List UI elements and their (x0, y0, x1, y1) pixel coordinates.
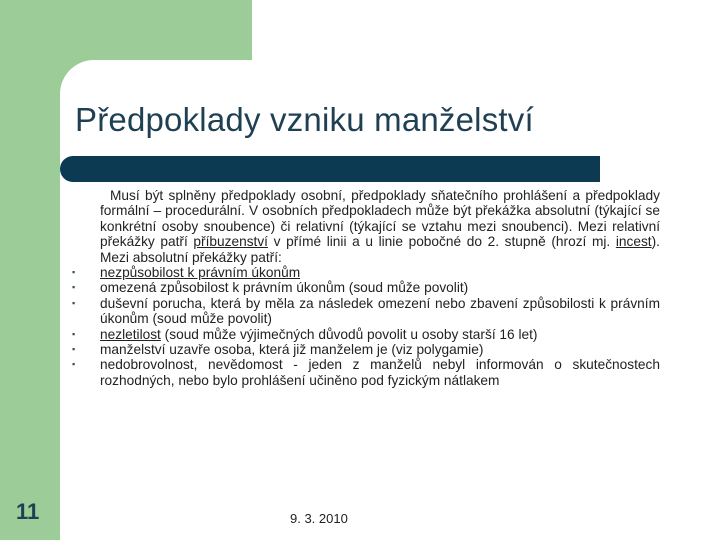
list-item-text: (soud může výjimečných důvodů povolit u osoby starší 16 let) (160, 326, 538, 342)
list-item-text: omezená způsobilost k právním úkonům (soud může povolit) (100, 280, 469, 296)
bullet-icon: ▪ (72, 267, 76, 278)
list-item (72, 342, 660, 358)
list-item-text: manželství uzavře osoba, která již manželem je (viz polygamie) (100, 342, 484, 358)
slide-number: 11 (16, 499, 40, 524)
slide-title: Předpoklady vzniku manželství (75, 101, 534, 138)
intro-text-3: ). Mezi absolutní překážky patří: (100, 234, 660, 265)
list-item (72, 265, 660, 281)
bullet-icon: ▪ (72, 344, 76, 355)
intro-paragraph (100, 188, 660, 265)
slide-body (72, 188, 660, 388)
bullet-icon: ▪ (72, 359, 76, 370)
link-incest[interactable]: incest (615, 234, 652, 250)
list-item-text: nedobrovolnost, nevědomost - jeden z manželů nebyl informován o skutečnostech rozhodných, nebo bylo prohlášení učiněno pod fyzickým nátlakem (100, 357, 660, 388)
link-nezpusobilost[interactable]: nezpůsobilost k právním úkonům (100, 265, 301, 281)
list-item-text: duševní porucha, která by měla za následek omezení nebo zbavení způsobilosti k právním úkonům (soud může povolit) (100, 295, 660, 327)
list-item (72, 280, 660, 296)
link-pribuzenstvi[interactable]: příbuzenství (193, 234, 268, 250)
intro-text-1: Musí být splněny předpoklady osobní, předpoklady sňatečního prohlášení a předpoklady formální – procedurální. V osobních předpokladech může být překážka absolutní (týkající se konkrétní osoby snoubence) či relativní (týkající se vztahu mezi snoubenci). Mezi relativní překážky patří (100, 188, 660, 250)
bullet-icon: ▪ (72, 297, 76, 308)
title-underline-bar (60, 156, 600, 182)
bullet-icon: ▪ (72, 282, 76, 293)
link-nezletilost[interactable]: nezletilost (100, 326, 161, 342)
bullet-icon: ▪ (72, 328, 76, 339)
obstacle-list (72, 265, 660, 388)
list-item (72, 295, 660, 327)
list-item (72, 326, 660, 342)
slide-date: 9. 3. 2010 (290, 511, 348, 526)
intro-text-2: v přímé linii a u linie pobočné do 2. stupně (hrozí mj. (267, 234, 616, 250)
list-item (72, 357, 660, 388)
